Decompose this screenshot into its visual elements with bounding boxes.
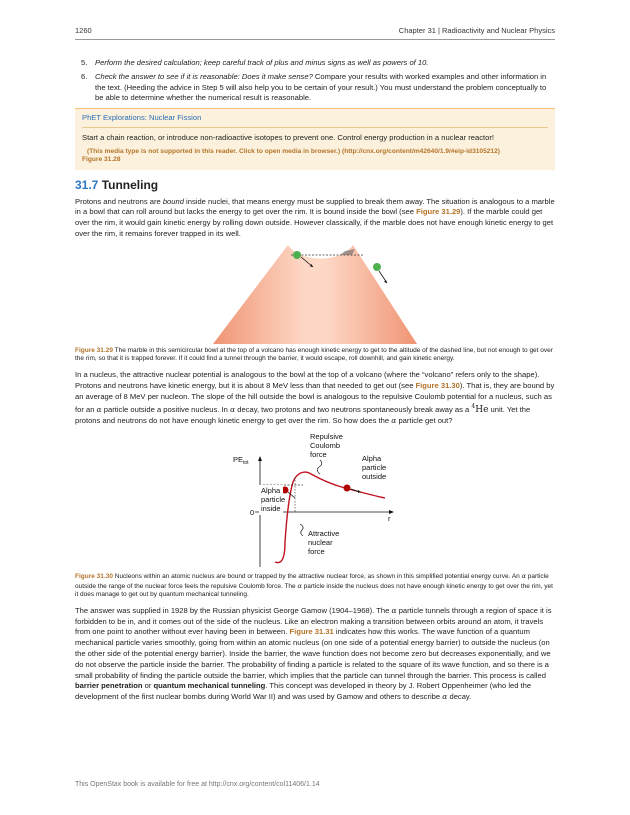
- page-body: [75, 58, 555, 708]
- phet-box: [75, 108, 555, 170]
- step-item: 6. Check the answer to see if it is reasonable: Does it make sense? Compare your results with worked examples and other information in the text. (Heeding the advice in Step 5 will also help you to be certain of your result.) You must understand the problem conceptually to be able to determine whether the numerical result is reasonable.: [81, 71, 547, 103]
- repulsive-label: Repulsive Coulomb force: [310, 431, 343, 459]
- helium-4-symbol: $^4$He: [471, 403, 489, 416]
- potential-energy-figure: [75, 432, 555, 572]
- figure-31-28-label: Figure 31.28: [82, 156, 121, 164]
- attractive-label: Attractive nuclear force: [308, 528, 340, 556]
- section-number: 31.7: [75, 177, 99, 192]
- volcano-figure: [75, 245, 555, 345]
- figure-31-29-caption: Figure 31.29 The marble in this semicircular bowl at the top of a volcano has enough kinetic energy to get to the altitude of the dashed line, but not enough to get over the rim, so that it is trapped forever. If it could find a tunnel through the barrier, it would escape, roll downhill, and gain kinetic energy.: [75, 346, 553, 363]
- potential-curve: [275, 472, 385, 563]
- alpha-particle-outside: [344, 484, 351, 491]
- volcano-shape: [213, 245, 417, 344]
- figure-31-30-caption: Figure 31.30 Nucleons within an atomic nucleus are bound or trapped by the attractive nuclear force, as shown in this simplified potential energy curve. An α particle outside the range of the nuclear force feels the repulsive Coulomb force. The α particle inside the nucleus does not have enough kinetic energy to get over the rim, yet it does manage to get out by quantum mechanical tunneling.: [75, 571, 553, 599]
- footer: This OpenStax book is available for free at http://cnx.org/content/col11406/1.14: [75, 781, 320, 788]
- header-rule: [75, 39, 555, 40]
- attractive-pointer: [300, 524, 303, 536]
- paragraph-2: In a nucleus, the attractive nuclear potential is analogous to the bowl at the top of a volcano (where the “volcano” refers only to the shape). Protons and neutrons have kinetic energy, but it is about 8 MeV less than that needed to get out (see Figure 31.30). That is, they are bound by an average of 8 MeV per nucleon. The slope of the hill outside the bowl is analogous to the repulsive Coulomb potential for a nucleus, such as for an α particle outside a positive nucleus. In α decay, two protons and two neutrons spontaneously break away as a $^4$He unit. Yet the protons and neutrons do not have enough kinetic energy to get over the rim. So how does the α particle get out?: [75, 369, 555, 426]
- zero-label: 0: [250, 507, 255, 517]
- figure-31-31-link[interactable]: Figure 31.31: [289, 627, 334, 637]
- phet-title: PhET Explorations: Nuclear Fission: [82, 113, 548, 128]
- section-heading: [75, 177, 555, 192]
- marble-outside: [373, 263, 381, 271]
- section-title: Tunneling: [101, 177, 159, 192]
- phet-body: Start a chain reaction, or introduce non-radioactive isotopes to prevent one. Control energy production in a nuclear reactor!: [82, 132, 494, 142]
- step-item: 5. Perform the desired calculation; keep careful track of plus and minus signs as well as powers of 10.: [81, 58, 429, 67]
- page-number: 1260: [75, 26, 92, 35]
- figure-31-29-link[interactable]: Figure 31.29: [416, 207, 461, 217]
- repulsive-pointer: [317, 460, 322, 474]
- steps-list: [75, 58, 555, 104]
- paragraph-1: Protons and neutrons are bound inside nuclei, that means energy must be supplied to break them away. The situation is analogous to a marble in a bowl that can roll around but lacks the energy to get over the rim. It is bound inside the bowl (see Figure 31.29). If the marble could get over the rim, it would gain kinetic energy by rolling down outside. However classically, if the marble does not have enough kinetic energy to get over the rim, it remains forever trapped in its well.: [75, 196, 555, 238]
- figure-31-30-link[interactable]: Figure 31.30: [415, 380, 460, 390]
- alpha-inside-label: Alpha particle inside: [261, 485, 286, 513]
- paragraph-3: The answer was supplied in 1928 by the Russian physicist George Gamow (1904–1968). The α particle tunnels through a region of space it is forbidden to be in, and it comes out of the side of the nucleus. Like an electron making a transition between orbits around an atom, it travels from one point to another without ever having been in between. Figure 31.31 indicates how this works. The wave function of a quantum mechanical particle varies smoothly, going from within an atomic nucleus (on one side of a potential energy barrier) to outside the nucleus (on the other side of the potential energy barrier). Inside the barrier, the wave function does not become zero but decreases exponentially, and we do not observe the particle inside the barrier. The probability of finding a particle is related to the square of its wave function, and so there is a small probability of finding the particle outside the barrier, which implies that the particle can tunnel through the barrier. This process is called barrier penetration or quantum mechanical tunneling. This concept was developed in theory by J. Robert Oppenheimer (who led the development of the first nuclear bombs during World War II) and was used by Gamow and others to describe α decay.: [75, 605, 552, 702]
- alpha-outside-label: Alpha particle outside: [362, 453, 387, 481]
- marble-inside: [293, 251, 301, 259]
- phet-media-link[interactable]: (This media type is not supported in this reader. Click to open media in browser.) (http://cnx.org/content/m42640/1.9/#eip-id3105212): [87, 147, 500, 155]
- y-axis-label: $PE_{tot}$: [233, 454, 249, 466]
- chapter-header: Chapter 31 | Radioactivity and Nuclear Physics: [398, 26, 555, 35]
- x-axis-label: r: [388, 513, 391, 523]
